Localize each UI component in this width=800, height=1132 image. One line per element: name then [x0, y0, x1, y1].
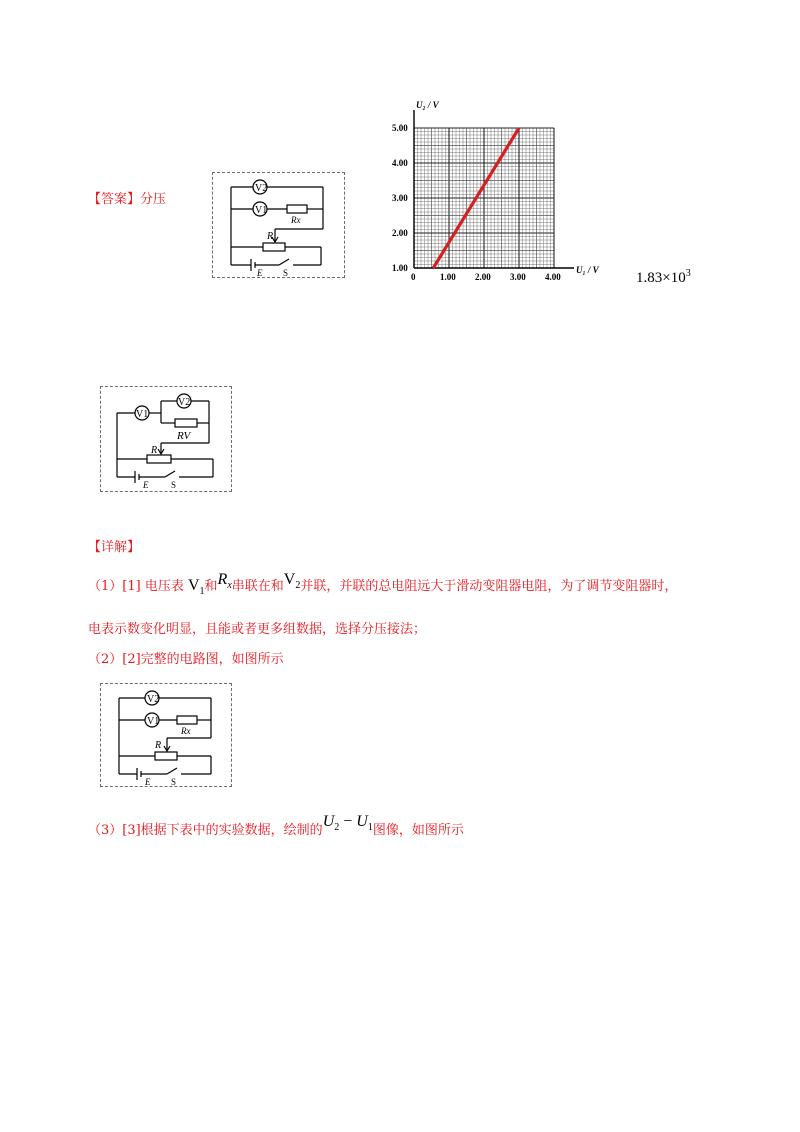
y-tick-label: 1.00 — [392, 263, 408, 273]
circuit-2-svg — [101, 387, 231, 491]
c2-s-label: S — [171, 480, 177, 490]
p1-and: 和 — [204, 579, 218, 594]
p1-v1-sub: 1 — [199, 586, 205, 598]
c2-v1-label: V1 — [136, 409, 149, 420]
c2-rv-label: RV — [177, 430, 191, 442]
chart-svg — [378, 98, 620, 294]
p3-u1-sub: 1 — [367, 822, 373, 834]
p1-v2-symbol — [283, 571, 301, 592]
circuit-diagram-3 — [100, 683, 232, 787]
p1-v1-letter: V — [187, 577, 200, 594]
x-tick-label: 1.00 — [440, 272, 456, 282]
y-tick-label: 5.00 — [392, 123, 408, 133]
p1-mid: 串联在和 — [231, 579, 284, 594]
y-tick-label: 3.00 — [392, 193, 408, 203]
p3-u2-sub: 2 — [334, 822, 340, 834]
result-value — [636, 268, 691, 287]
p3-suffix: 图像，如图所示 — [372, 823, 464, 838]
circuit-diagram-2 — [100, 386, 232, 492]
c3-r-label: R — [155, 740, 162, 751]
y-tick-label: 2.00 — [392, 228, 408, 238]
x-tick-label: 4.00 — [545, 272, 561, 282]
detail-p2: （2）[2]完整的电路图，如图所示 — [88, 652, 284, 667]
c2-e-label: E — [143, 480, 149, 490]
detail-p3 — [88, 813, 464, 848]
p1-v2-letter: V — [283, 571, 296, 588]
c1-v2-label: V2 — [255, 183, 268, 194]
p3-u2-letter: U — [322, 813, 335, 830]
chart-grid — [414, 128, 554, 268]
c2-v2-label: V2 — [178, 397, 191, 408]
p1-rest: 并联，并联的总电阻远大于滑动变阻器电阻，为了调节变阻器时， — [300, 579, 678, 594]
p3-u1-letter: U — [356, 813, 368, 830]
y-tick-label: 4.00 — [392, 158, 408, 168]
c1-v1-label: V1 — [255, 205, 268, 216]
answer-line — [88, 192, 166, 208]
answer-text: 分压 — [140, 192, 167, 207]
circuit-1-svg — [213, 173, 344, 277]
c3-v2-label: V2 — [147, 694, 160, 705]
answer-label: 【答案】 — [88, 192, 141, 207]
c1-s-label: S — [283, 268, 289, 277]
c3-rx-label: Rx — [181, 726, 191, 736]
p1-v1-symbol — [187, 577, 205, 598]
c1-r-label: R — [267, 231, 274, 242]
y-axis-title: U₂ / V — [416, 100, 439, 110]
p1-rx-letter: R — [217, 571, 228, 588]
p1-rx-symbol — [217, 571, 232, 592]
c1-e-label: E — [257, 268, 263, 277]
chart-axes — [414, 110, 574, 268]
p1-v2-sub: 2 — [295, 580, 301, 592]
p3-formula — [322, 813, 373, 834]
x-tick-label: 3.00 — [510, 272, 526, 282]
c3-v1-label: V1 — [147, 716, 160, 727]
detail-p1-line1 — [88, 571, 678, 604]
circuit-3-svg — [101, 684, 231, 786]
result-base: 1.83×10 — [636, 270, 686, 286]
result-exponent: 3 — [685, 268, 691, 279]
p1-rx-sub: x — [227, 580, 232, 592]
circuit-diagram-1 — [212, 172, 345, 278]
x-tick-label: 2.00 — [475, 272, 491, 282]
c1-rx-label: Rx — [291, 215, 301, 225]
p3-minus: − — [339, 813, 357, 830]
graph-u2-u1 — [378, 98, 620, 294]
x-tick-label: 0 — [411, 272, 416, 282]
c2-r-label: R — [151, 445, 158, 456]
c3-s-label: S — [171, 777, 177, 786]
x-axis-title: U₁ / V — [576, 265, 599, 275]
p3-prefix: （3）[3]根据下表中的实验数据，绘制的 — [88, 823, 323, 838]
p1-prefix: （1）[1] 电压表 — [88, 579, 184, 594]
c3-e-label: E — [145, 777, 151, 786]
detail-heading: 【详解】 — [88, 540, 141, 555]
detail-p1-line2: 电表示数变化明显，且能或者更多组数据，选择分压接法； — [88, 622, 427, 637]
